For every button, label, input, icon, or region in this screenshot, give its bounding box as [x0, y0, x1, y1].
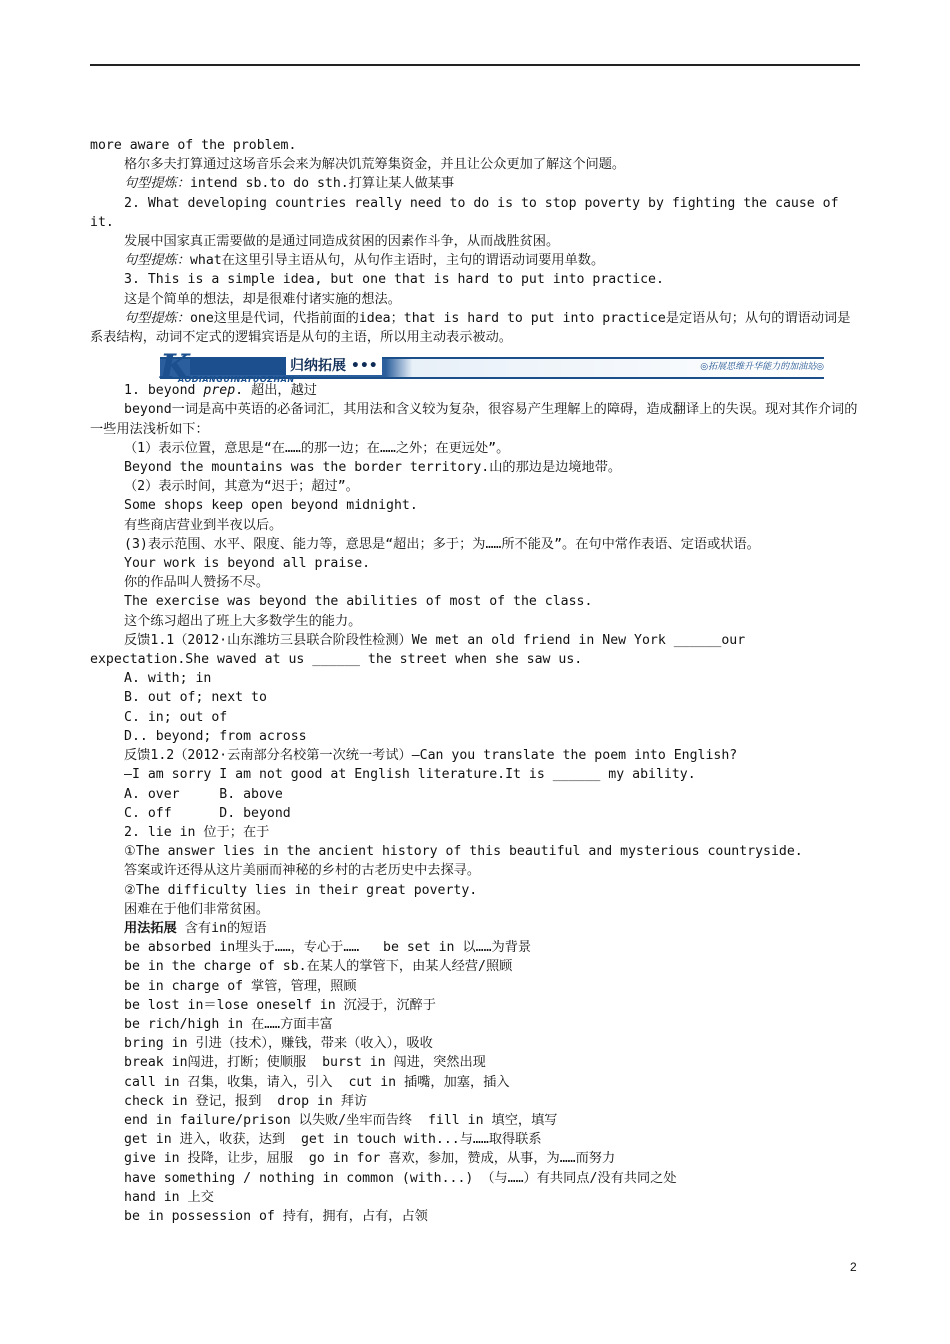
question-line: —I am sorry I am not good at English literature.It is ______ my ability. — [124, 767, 696, 783]
section-banner — [90, 347, 860, 388]
pattern-text: intend sb.to do sth.打算让某人做某事 — [189, 176, 455, 192]
heading-pos: prep — [203, 383, 236, 399]
phrase-item: be absorbed in埋头于……，专心于…… be set in 以……为背景 — [124, 940, 532, 956]
phrase-item: end in failure/prison 以失败/坐牢而告终 fill in 填空，填写 — [124, 1112, 558, 1128]
extension-heading — [90, 919, 860, 938]
text-line: (3)表示范围、水平、限度、能力等，意思是“超出；多于；为……所不能及”。在句中常作表语、定语或状语。 — [124, 536, 760, 552]
banner-slogan: ◎拓展思维升华能力的加油站◎ — [700, 362, 824, 373]
text-line: Beyond the mountains was the border territory.山的那边是边境地带。 — [124, 460, 622, 476]
banner-pinyin: AODIANGUINATUOZHAN — [178, 375, 295, 385]
text-line: 2. What developing countries really need to do is to stop poverty by fighting the cause of it. — [90, 195, 839, 230]
phrase-item: be lost in＝lose oneself in 沉浸于，沉醉于 — [124, 997, 436, 1013]
extension-text: 含有in的短语 — [176, 920, 267, 936]
text-line: （1）表示位置，意思是“在……的那一边；在……之外；在更远处”。 — [124, 440, 510, 456]
text-line: beyond一词是高中英语的必备词汇，其用法和含义较为复杂，很容易产生理解上的障碍，造成翻译上的失误。现对其作介词的一些用法浅析如下： — [90, 402, 858, 437]
pattern-note — [90, 309, 860, 347]
phrase-item: be rich/high in 在……方面丰富 — [124, 1016, 333, 1032]
text-line: 3. This is a simple idea, but one that is hard to put into practice. — [124, 272, 664, 288]
text-line: ①The answer lies in the ancient history of this beautiful and mysterious countryside. — [124, 844, 803, 860]
text-line: ②The difficulty lies in their great poverty. — [124, 882, 478, 898]
text-line: Your work is beyond all praise. — [124, 556, 371, 572]
pattern-text: what在这里引导主语从句，从句作主语时，主句的谓语动词要用单数。 — [189, 253, 605, 269]
phrase-item: be in possession of 持有，拥有，占有，占领 — [124, 1208, 428, 1224]
phrase-item: check in 登记，报到 drop in 拜访 — [124, 1093, 368, 1109]
pattern-note — [90, 251, 860, 270]
banner-blocks — [190, 357, 286, 375]
option: D.. beyond; from across — [124, 728, 307, 744]
question: 反馈1.2（2012·云南部分名校第一次统一考试）—Can you translate the poem into English? — [124, 748, 738, 764]
question: 反馈1.1（2012·山东潍坊三县联合阶段性检测）We met an old friend in New York ______our expectation.She waved at us ______ the street when she saw us. — [90, 632, 746, 668]
phrase-item: have something / nothing in common (with...) （与……）有共同点/没有共同之处 — [124, 1170, 677, 1186]
text-line: 这个练习超出了班上大多数学生的能力。 — [124, 613, 362, 629]
phrase-item: get in 进入，收获，达到 get in touch with...与……取得联系 — [124, 1132, 542, 1148]
phrase-list — [90, 938, 860, 1226]
page-number: 2 — [850, 1260, 857, 1274]
pattern-label: 句型提炼： — [124, 253, 190, 269]
text-line: 答案或许还得从这片美丽而神秘的乡村的古老历史中去探寻。 — [124, 863, 481, 879]
banner-letter: K — [160, 347, 190, 388]
text-line: 发展中国家真正需要做的是通过同造成贫困的因素作斗争，从而战胜贫困。 — [124, 234, 560, 250]
text-line: （2）表示时间，其意为“迟于；超过”。 — [124, 479, 359, 495]
option: A. over B. above — [124, 786, 283, 802]
section-heading: 2. lie in 位于；在于 — [124, 824, 270, 840]
pattern-note — [90, 174, 860, 193]
text-line: more aware of the problem. — [90, 138, 297, 153]
option: A. with; in — [124, 671, 212, 687]
document-body — [90, 136, 860, 1226]
text-line: 困难在于他们非常贫困。 — [124, 901, 270, 917]
extension-label: 用法拓展 — [124, 920, 177, 936]
heading-text: 1. beyond — [124, 383, 204, 399]
heading-meaning: . 超出，越过 — [235, 383, 317, 399]
phrase-item: break in闯进，打断；使顺服 burst in 闯进，突然出现 — [124, 1055, 486, 1071]
phrase-item: bring in 引进（技术），赚钱，带来（收入），吸收 — [124, 1036, 433, 1052]
text-line: 有些商店营业到半夜以后。 — [124, 517, 283, 533]
pattern-text: one这里是代词，代指前面的idea；that is hard to put into practice是定语从句；从句的谓语动词是系表结构，动词不定式的逻辑宾语是从句的主语，所以用主动表示被动。 — [90, 310, 851, 346]
pattern-label: 句型提炼： — [124, 310, 190, 326]
text-line: 你的作品叫人赞扬不尽。 — [124, 575, 270, 591]
text-line: Some shops keep open beyond midnight. — [124, 498, 418, 514]
option: C. in; out of — [124, 709, 228, 725]
option: C. off D. beyond — [124, 805, 291, 821]
banner-title-text: 归纳拓展 — [290, 358, 346, 375]
phrase-item: be in the charge of sb.在某人的掌管下，由某人经营/照顾 — [124, 959, 513, 975]
banner-title — [286, 357, 382, 375]
text-line: 格尔多夫打算通过这场音乐会来为解决饥荒筹集资金，并且让公众更加了解这个问题。 — [124, 157, 626, 173]
phrase-item: be in charge of 掌管，管理，照顾 — [124, 978, 357, 994]
phrase-item: call in 召集，收集，请入，引入 cut in 插嘴，加塞，插入 — [124, 1074, 510, 1090]
text-line: The exercise was beyond the abilities of most of the class. — [124, 594, 593, 610]
phrase-item: hand in 上交 — [124, 1189, 214, 1205]
pattern-label: 句型提炼： — [124, 176, 190, 192]
phrase-item: give in 投降，让步，屈服 go in for 喜欢，参加，赞成，从事，为……而努力 — [124, 1151, 616, 1167]
text-line: 这是个简单的想法，却是很难付诸实施的想法。 — [124, 291, 401, 307]
header-rule — [90, 64, 860, 66]
option: B. out of; next to — [124, 690, 267, 706]
banner-dots: ••• — [350, 358, 378, 375]
